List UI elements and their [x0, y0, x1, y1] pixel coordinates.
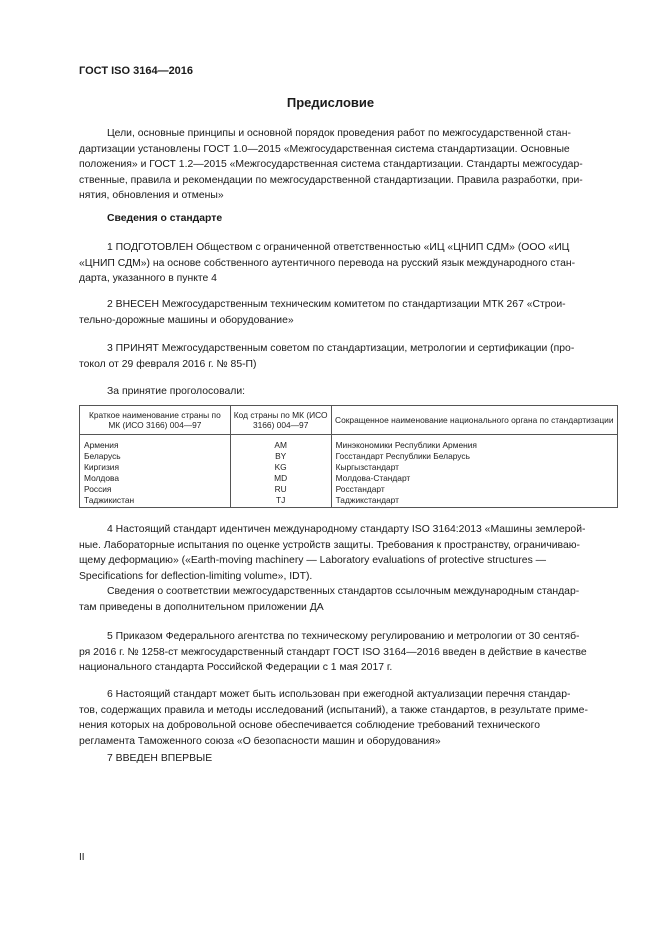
column-header-country: Краткое наименование страны по МК (ИСО 3166) 004—97 — [80, 406, 231, 435]
column-header-code: Код страны по МК (ИСО 3166) 004—97 — [230, 406, 331, 435]
item-6-paragraph: 6 Настоящий стандарт может быть использован при ежегодной актуализации перечня стандар- тов, содержащих правила и методы исследований (испытаний), а также стандартов, в результате приме- нения которых на добровольной основе обеспечивается соблюдение требований технического регламента Таможенного союза «О безопасности машин и оборудования» — [79, 689, 588, 747]
document-code: ГОСТ ISO 3164—2016 — [79, 65, 194, 77]
table-row: Таджикистан TJ Таджикстандарт — [80, 495, 618, 508]
info-heading: Сведения о стандарте — [107, 213, 223, 224]
table-row: Армения AM Минэкономики Республики Армения — [80, 435, 618, 452]
table-row: Беларусь BY Госстандарт Республики Беларусь — [80, 451, 618, 462]
table-row: Россия RU Росстандарт — [80, 484, 618, 495]
voting-table — [79, 405, 618, 508]
item-4-paragraph: 4 Настоящий стандарт идентичен международному стандарту ISO 3164:2013 «Машины землерой- ные. Лабораторные испытания по оценке устройств защиты. Требования к пространству, ограничиваю- щему деформацию» («Earth-moving machinery — Laboratory evaluations of protective structures — Specifications for deflection-limiting volume», IDT). — [79, 524, 586, 582]
column-header-body: Сокращенное наименование национального органа по стандартизации — [331, 406, 617, 435]
page-title: Предисловие — [286, 95, 375, 110]
item-7-paragraph: 7 ВВЕДЕН ВПЕРВЫЕ — [107, 753, 213, 764]
table-row: Молдова MD Молдова-Стандарт — [80, 473, 618, 484]
vote-intro: За принятие проголосовали: — [107, 386, 246, 397]
item-3-paragraph: 3 ПРИНЯТ Межгосударственным советом по стандартизации, метрологии и сертификации (про- токол от 29 февраля 2016 г. № 85-П) — [79, 343, 575, 370]
item-5-paragraph: 5 Приказом Федерального агентства по техническому регулированию и метрологии от 30 сентяб- ря 2016 г. № 1258-ст межгосударственный стандарт ГОСТ ISO 3164—2016 введен в действие в качестве национального стандарта Российской Федерации с 1 мая 2017 г. — [79, 631, 587, 674]
intro-paragraph: Цели, основные принципы и основной порядок проведения работ по межгосударственной стан- дартизации установлены ГОСТ 1.0—2015 «Межгосударственная система стандартизации. Основные положения» и ГОСТ 1.2—2015 «Межгосударственная система стандартизации. Стандарты межгосудар- ственные, правила и рекомендации по межгосударственной стандартизации. Правила разработки, при- нятия, обновления и отмены» — [79, 128, 583, 202]
item-1-paragraph: 1 ПОДГОТОВЛЕН Обществом с ограниченной ответственностью «ИЦ «ЦНИП СДМ» (ООО «ИЦ «ЦНИП СДМ») на основе собственного аутентичного перевода на русский язык международного стан- дарта, указанного в пункте 4 — [79, 242, 576, 285]
table-header-row — [80, 406, 618, 435]
page-number: II — [79, 852, 85, 863]
item-4-annex-note: Сведения о соответствии межгосударственных стандартов ссылочным международным стандар- там приведены в дополнительном приложении ДА — [79, 586, 580, 613]
item-2-paragraph: 2 ВНЕСЕН Межгосударственным техническим комитетом по стандартизации МТК 267 «Строи- тельно-дорожные машины и оборудование» — [79, 299, 566, 326]
table-row: Киргизия KG Кыргызстандарт — [80, 462, 618, 473]
